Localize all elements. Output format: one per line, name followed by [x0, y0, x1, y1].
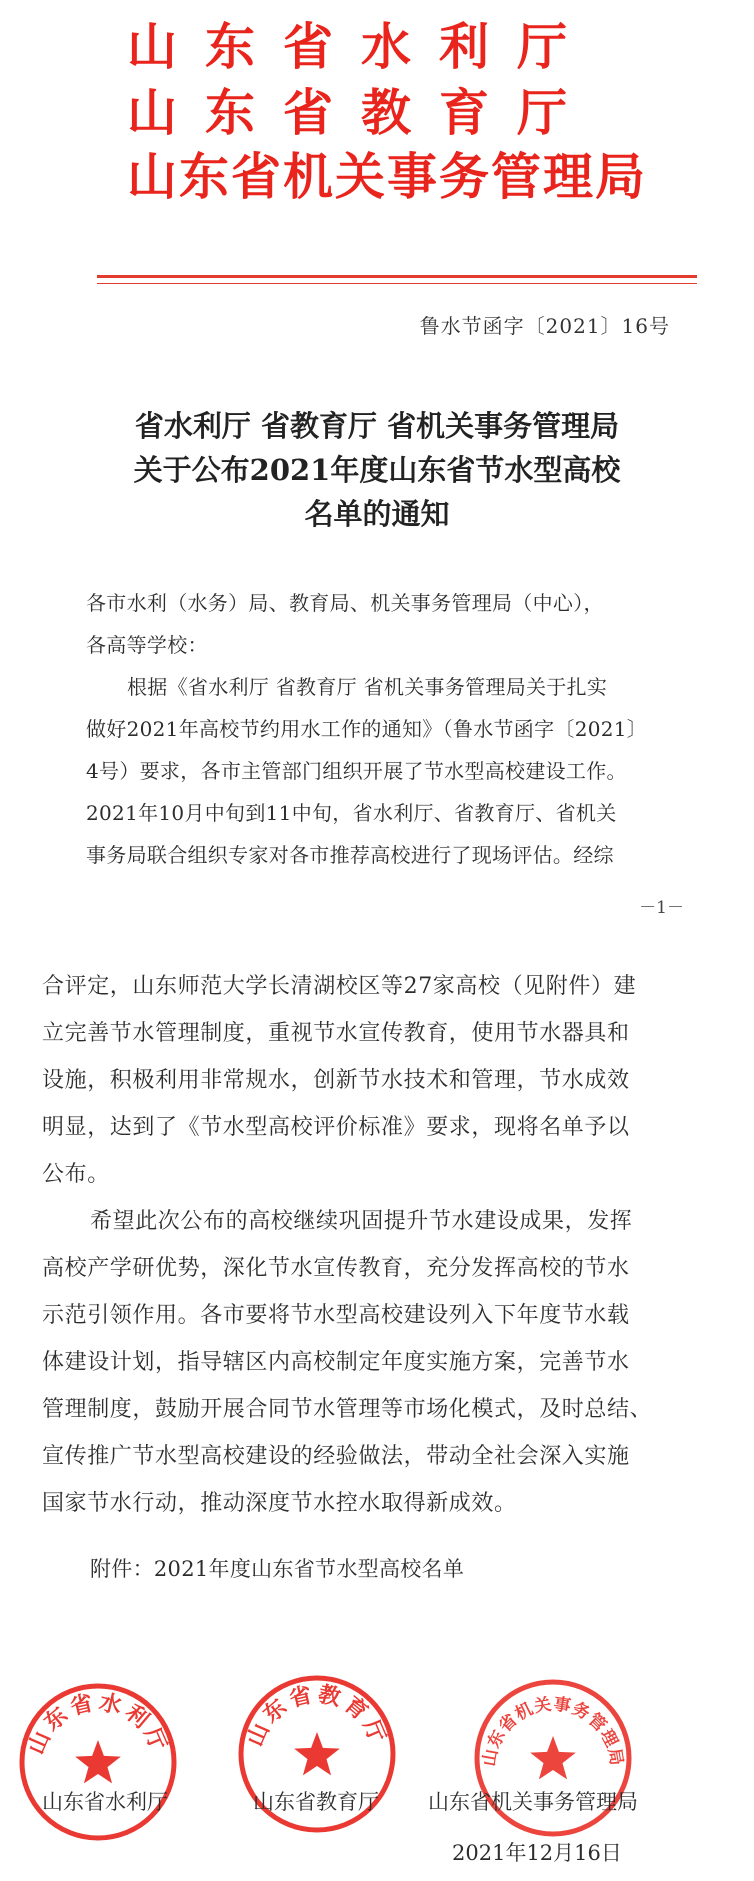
signature-org-3: 山东省机关事务管理局: [428, 1790, 638, 1814]
seal-water-resources: [18, 1682, 178, 1842]
p1-cont-line-4: 明显，达到了《节水型高校评价标准》要求，现将名单予以: [42, 1115, 630, 1140]
p2-line-7: 国家节水行动，推动深度节水控水取得新成效。: [42, 1491, 517, 1516]
p2-line-6: 宣传推广节水型高校建设的经验做法，带动全社会深入实施: [42, 1444, 630, 1469]
salutation-line-2: 各高等学校：: [86, 633, 208, 657]
p2-line-2: 高校产学研优势，深化节水宣传教育，充分发挥高校的节水: [42, 1256, 630, 1281]
salutation-line-1: 各市水利（水务）局、教育局、机关事务管理局（中心），: [86, 591, 604, 615]
page-number: －1－: [639, 898, 684, 918]
signature-org-2: 山东省教育厅: [253, 1790, 379, 1814]
p1-cont-line-3: 设施，积极利用非常规水，创新节水技术和管理，节水成效: [42, 1068, 630, 1093]
p1-cont-line-5: 公布。: [42, 1162, 110, 1187]
p1-cont-line-2: 立完善节水管理制度，重视节水宣传教育，使用节水器具和: [42, 1021, 630, 1046]
header-org-3: 山东省机关事务管理局: [127, 147, 647, 206]
title-line-3: 名单的通知: [304, 497, 450, 531]
title-line-2: 关于公布2021年度山东省节水型高校: [133, 453, 621, 487]
p2-line-4: 体建设计划，指导辖区内高校制定年度实施方案，完善节水: [42, 1350, 630, 1375]
p2-line-1: 希望此次公布的高校继续巩固提升节水建设成果，发挥: [90, 1209, 633, 1234]
signature-date: 2021年12月16日: [452, 1841, 622, 1865]
header-rule-thick: [97, 275, 697, 278]
signature-org-1: 山东省水利厅: [42, 1790, 168, 1814]
p2-line-5: 管理制度，鼓励开展合同节水管理等市场化模式，及时总结、: [42, 1397, 653, 1422]
seal-label-1: 山东省水利厅: [23, 1689, 173, 1759]
title-line-1: 省水利厅 省教育厅 省机关事务管理局: [134, 409, 620, 443]
seal-label-3: 山东省机关事务管理局: [479, 1694, 627, 1768]
header-rule-thin: [97, 283, 697, 284]
attachment-line: 附件：2021年度山东省节水型高校名单: [90, 1557, 465, 1581]
doc-number: 鲁水节函字〔2021〕16号: [419, 314, 670, 338]
header-org-1: 山东省水利厅: [127, 17, 595, 76]
p1-line-5: 事务局联合组织专家对各市推荐高校进行了现场评估。经综: [86, 843, 614, 867]
p2-line-3: 示范引领作用。各市要将节水型高校建设列入下年度节水载: [42, 1303, 630, 1328]
seal-label-2: 山东省教育厅: [242, 1681, 392, 1751]
header-org-2: 山东省教育厅: [127, 83, 595, 142]
p1-line-1: 根据《省水利厅 省教育厅 省机关事务管理局关于扎实: [127, 675, 608, 699]
p1-line-3: 4号）要求，各市主管部门组织开展了节水型高校建设工作。: [86, 759, 627, 783]
p1-line-4: 2021年10月中旬到11中旬，省水利厅、省教育厅、省机关: [86, 801, 617, 825]
p1-line-2: 做好2021年高校节约用水工作的通知》（鲁水节函字〔2021〕: [86, 717, 648, 741]
p1-cont-line-1: 合评定，山东师范大学长清湖校区等27家高校（见附件）建: [42, 974, 637, 999]
